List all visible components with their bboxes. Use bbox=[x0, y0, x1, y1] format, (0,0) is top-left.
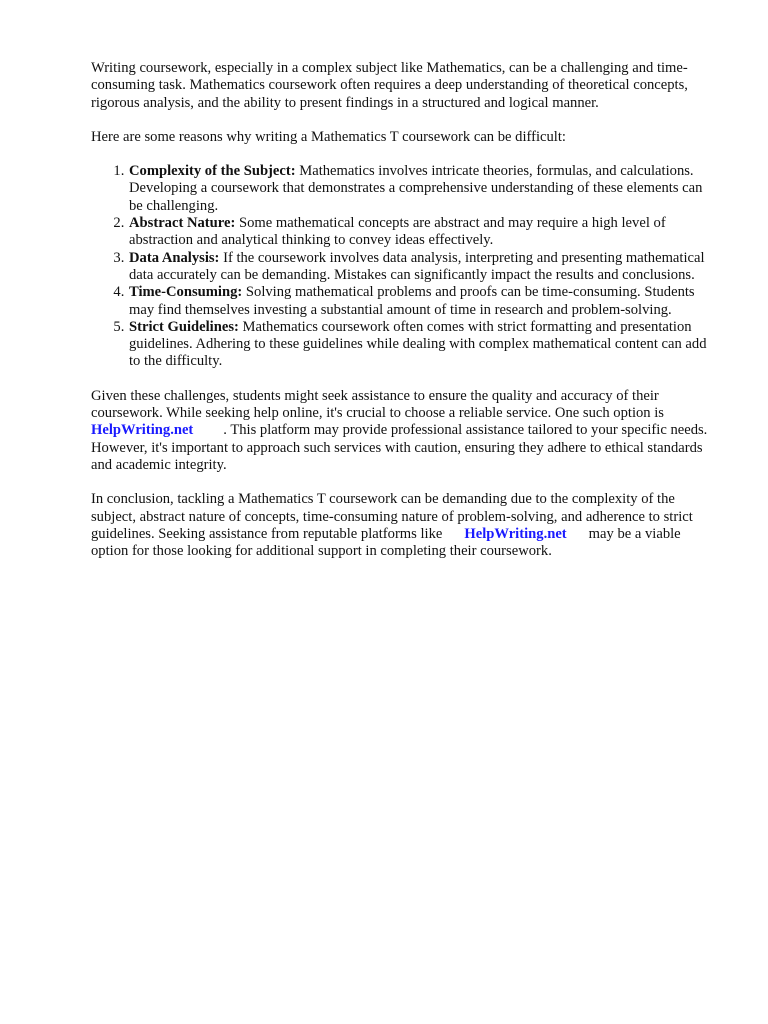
reason-title: Strict Guidelines: bbox=[129, 318, 239, 335]
list-item bbox=[128, 163, 716, 215]
reason-title: Abstract Nature: bbox=[129, 215, 236, 232]
challenges-text-before-link: Given these challenges, students might seek assistance to ensure the quality and accuracy of their coursework. While seeking help online, it's crucial to choose a reliable service. One such option is bbox=[91, 387, 664, 422]
list-item bbox=[128, 250, 716, 285]
reason-text: If the coursework involves data analysis, interpreting and presenting mathematical data accurately can be demanding. Mistakes can significantly impact the results and conclusions. bbox=[129, 249, 705, 283]
list-item bbox=[128, 215, 716, 250]
reason-title: Data Analysis: bbox=[129, 249, 220, 266]
conclusion-paragraph bbox=[91, 491, 716, 560]
reason-text: Some mathematical concepts are abstract and may require a high level of abstraction and analytical thinking to convey ideas effectively. bbox=[129, 215, 666, 249]
conclusion-text-after-link: may be a viable option for those looking for additional support in completing their coursework. bbox=[91, 525, 681, 560]
reasons-list bbox=[91, 163, 716, 371]
reason-text: Solving mathematical problems and proofs can be time-consuming. Students may find themselves investing a substantial amount of time in research and problem-solving. bbox=[129, 284, 695, 318]
challenges-paragraph bbox=[91, 388, 716, 474]
helpwriting-link[interactable]: HelpWriting.net bbox=[91, 422, 194, 439]
reason-text: Mathematics coursework often comes with strict formatting and presentation guidelines. Adhering to these guidelines while dealing with complex mathematical content can add to the difficulty. bbox=[129, 318, 707, 370]
conclusion-text-before-link: In conclusion, tackling a Mathematics T coursework can be demanding due to the complexity of the subject, abstract nature of concepts, time-consuming nature of problem-solving, and adherence to strict guidelines. Seeking assistance from reputable platforms like bbox=[91, 491, 693, 542]
reason-text: Mathematics involves intricate theories, formulas, and calculations. Developing a coursework that demonstrates a comprehensive understanding of these elements can be challenging. bbox=[129, 163, 703, 214]
document-page bbox=[91, 60, 716, 577]
intro-paragraph: Writing coursework, especially in a complex subject like Mathematics, can be a challenging and time-consuming task. Mathematics coursework often requires a deep understanding of theoretical concepts, rigorous analysis, and the ability to present findings in a structured and logical manner. bbox=[91, 60, 688, 111]
reason-title: Complexity of the Subject: bbox=[129, 163, 296, 180]
reasons-lead-paragraph: Here are some reasons why writing a Mathematics T coursework can be difficult: bbox=[91, 128, 566, 145]
challenges-text-after-link: . This platform may provide professional assistance tailored to your specific needs. However, it's important to approach such services with caution, ensuring they adhere to ethical standards and academic integrity. bbox=[91, 422, 708, 473]
helpwriting-link[interactable]: HelpWriting.net bbox=[464, 525, 567, 542]
list-item bbox=[128, 284, 716, 319]
list-item bbox=[128, 319, 716, 371]
reason-title: Time-Consuming: bbox=[129, 284, 243, 301]
